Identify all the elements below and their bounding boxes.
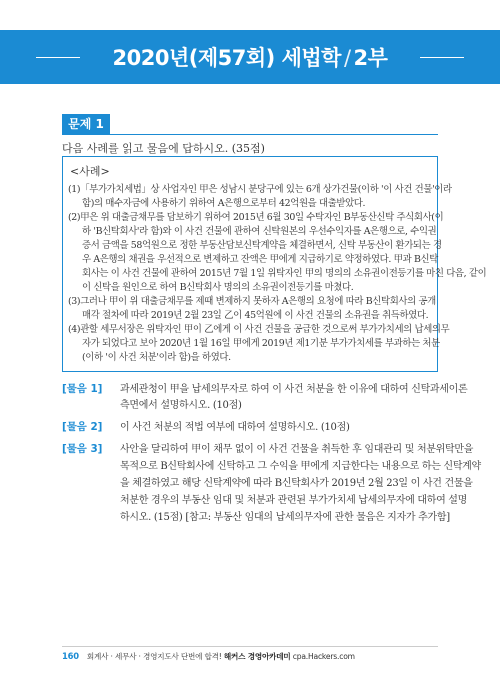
question-tag: 문제 1 bbox=[62, 114, 110, 134]
case-title: <사례> bbox=[70, 165, 110, 178]
case-line: 매각 절차에 따라 2019년 2월 23일 乙이 45억원에 이 사건 건물의 소유권을 취득하였다. bbox=[82, 310, 429, 321]
exam-title: 2020년(제57회) 세법학 bbox=[112, 46, 341, 70]
page-number: 160 bbox=[62, 651, 79, 661]
sub-question-line: 하시오. (15점) [참고: 부동산 임대의 납세의무자에 관한 물음은 지자가 추가함] bbox=[120, 512, 450, 523]
question-intro: 다음 사례를 읽고 물음에 답하시오. (35점) bbox=[62, 142, 265, 155]
case-line: (4)관할 세무서장은 위탁자인 甲이 乙에게 이 사건 건물을 공급한 것으로써 부가가치세의 납세의무 bbox=[68, 324, 450, 335]
case-line: 이 신탁을 원인으로 하여 B신탁회사 명의의 소유권이전등기를 마쳤다. bbox=[82, 282, 354, 293]
case-line: 함)의 매수자금에 사용하기 위하여 A은행으로부터 42억원을 대출받았다. bbox=[82, 198, 366, 209]
case-line: (3)그러나 甲이 위 대출금채무를 제때 변제하지 못하자 A은행의 요청에 따라 B신탁회사의 공개 bbox=[68, 296, 436, 307]
sub-question-label: [물음 1] bbox=[62, 383, 103, 395]
title-separator: / bbox=[343, 46, 351, 70]
question-rule bbox=[62, 134, 438, 135]
case-line: 자가 되었다고 보아 2020년 1월 16일 甲에게 2019년 제1기분 부가가치세를 부과하는 처분 bbox=[82, 338, 440, 349]
sub-question-line: 이 사건 처분의 적법 여부에 대하여 설명하시오. (10점) bbox=[120, 422, 350, 433]
header-rule-right bbox=[420, 57, 464, 58]
footer-url: cpa.Hackers.com bbox=[292, 652, 355, 661]
chapter-header-band bbox=[0, 30, 500, 84]
case-line: 증서 금액을 58억원으로 정한 부동산담보신탁계약을 체결하면서, 신탁 부동산이 환가되는 경 bbox=[82, 240, 442, 251]
sub-question-line: 측면에서 설명하시오. (10점) bbox=[120, 400, 242, 411]
sub-question-line: 사안을 달리하여 甲이 채무 없이 이 사건 건물을 취득한 후 임대관리 및 처분위탁만을 bbox=[120, 444, 474, 455]
sub-question-label: [물음 2] bbox=[62, 421, 103, 433]
sub-question-label: [물음 3] bbox=[62, 443, 103, 455]
exam-part: 2부 bbox=[353, 46, 388, 70]
sub-question-line: 을 체결하였고 해당 신탁계약에 따라 B신탁회사가 2019년 2월 23일 이 사건 건물을 bbox=[120, 478, 473, 489]
case-line: (2)甲은 위 대출금채무를 담보하기 위하여 2015년 6월 30일 수탁자인 B부동산신탁 주식회사(이 bbox=[68, 212, 444, 223]
footer-rule bbox=[62, 646, 438, 647]
footer-tagline: 회계사 · 세무사 · 경영지도사 단번에 합격! bbox=[86, 652, 222, 661]
case-line: 하 'B신탁회사'라 함)와 이 사건 건물에 관하여 신탁원본의 우선수익자를 A은행으로, 수익권 bbox=[82, 226, 437, 237]
case-line: (1)「부가가치세법」상 사업자인 甲은 성남시 분당구에 있는 6개 상가건물(이하 '이 사건 건물'이라 bbox=[68, 184, 452, 195]
case-line: 회사는 이 사건 건물에 관하여 2015년 7월 1일 위탁자인 甲의 명의의 소유권이전등기를 마친 다음, 같이 bbox=[82, 268, 487, 279]
case-line: (이하 '이 사건 처분'이라 함)을 하였다. bbox=[82, 352, 231, 363]
sub-question-line: 목적으로 B신탁회사에 신탁하고 그 수익을 甲에게 지급한다는 내용으로 하는 신탁계약 bbox=[120, 461, 481, 472]
footer-brand: 해커스 경영아카데미 bbox=[223, 652, 291, 661]
page-footer bbox=[62, 651, 355, 662]
sub-question-line: 과세관청이 甲을 납세의무자로 하여 이 사건 처분을 한 이유에 대하여 신탁과세이론 bbox=[120, 384, 468, 395]
case-line: 우 A은행의 채권을 우선적으로 변제하고 잔액은 甲에게 지급하기로 약정하였다. 甲과 B신탁 bbox=[82, 254, 438, 265]
sub-question-line: 처분한 경우의 부동산 임대 및 처분과 관련된 부가가치세 납세의무자에 대하여 설명 bbox=[120, 495, 468, 506]
